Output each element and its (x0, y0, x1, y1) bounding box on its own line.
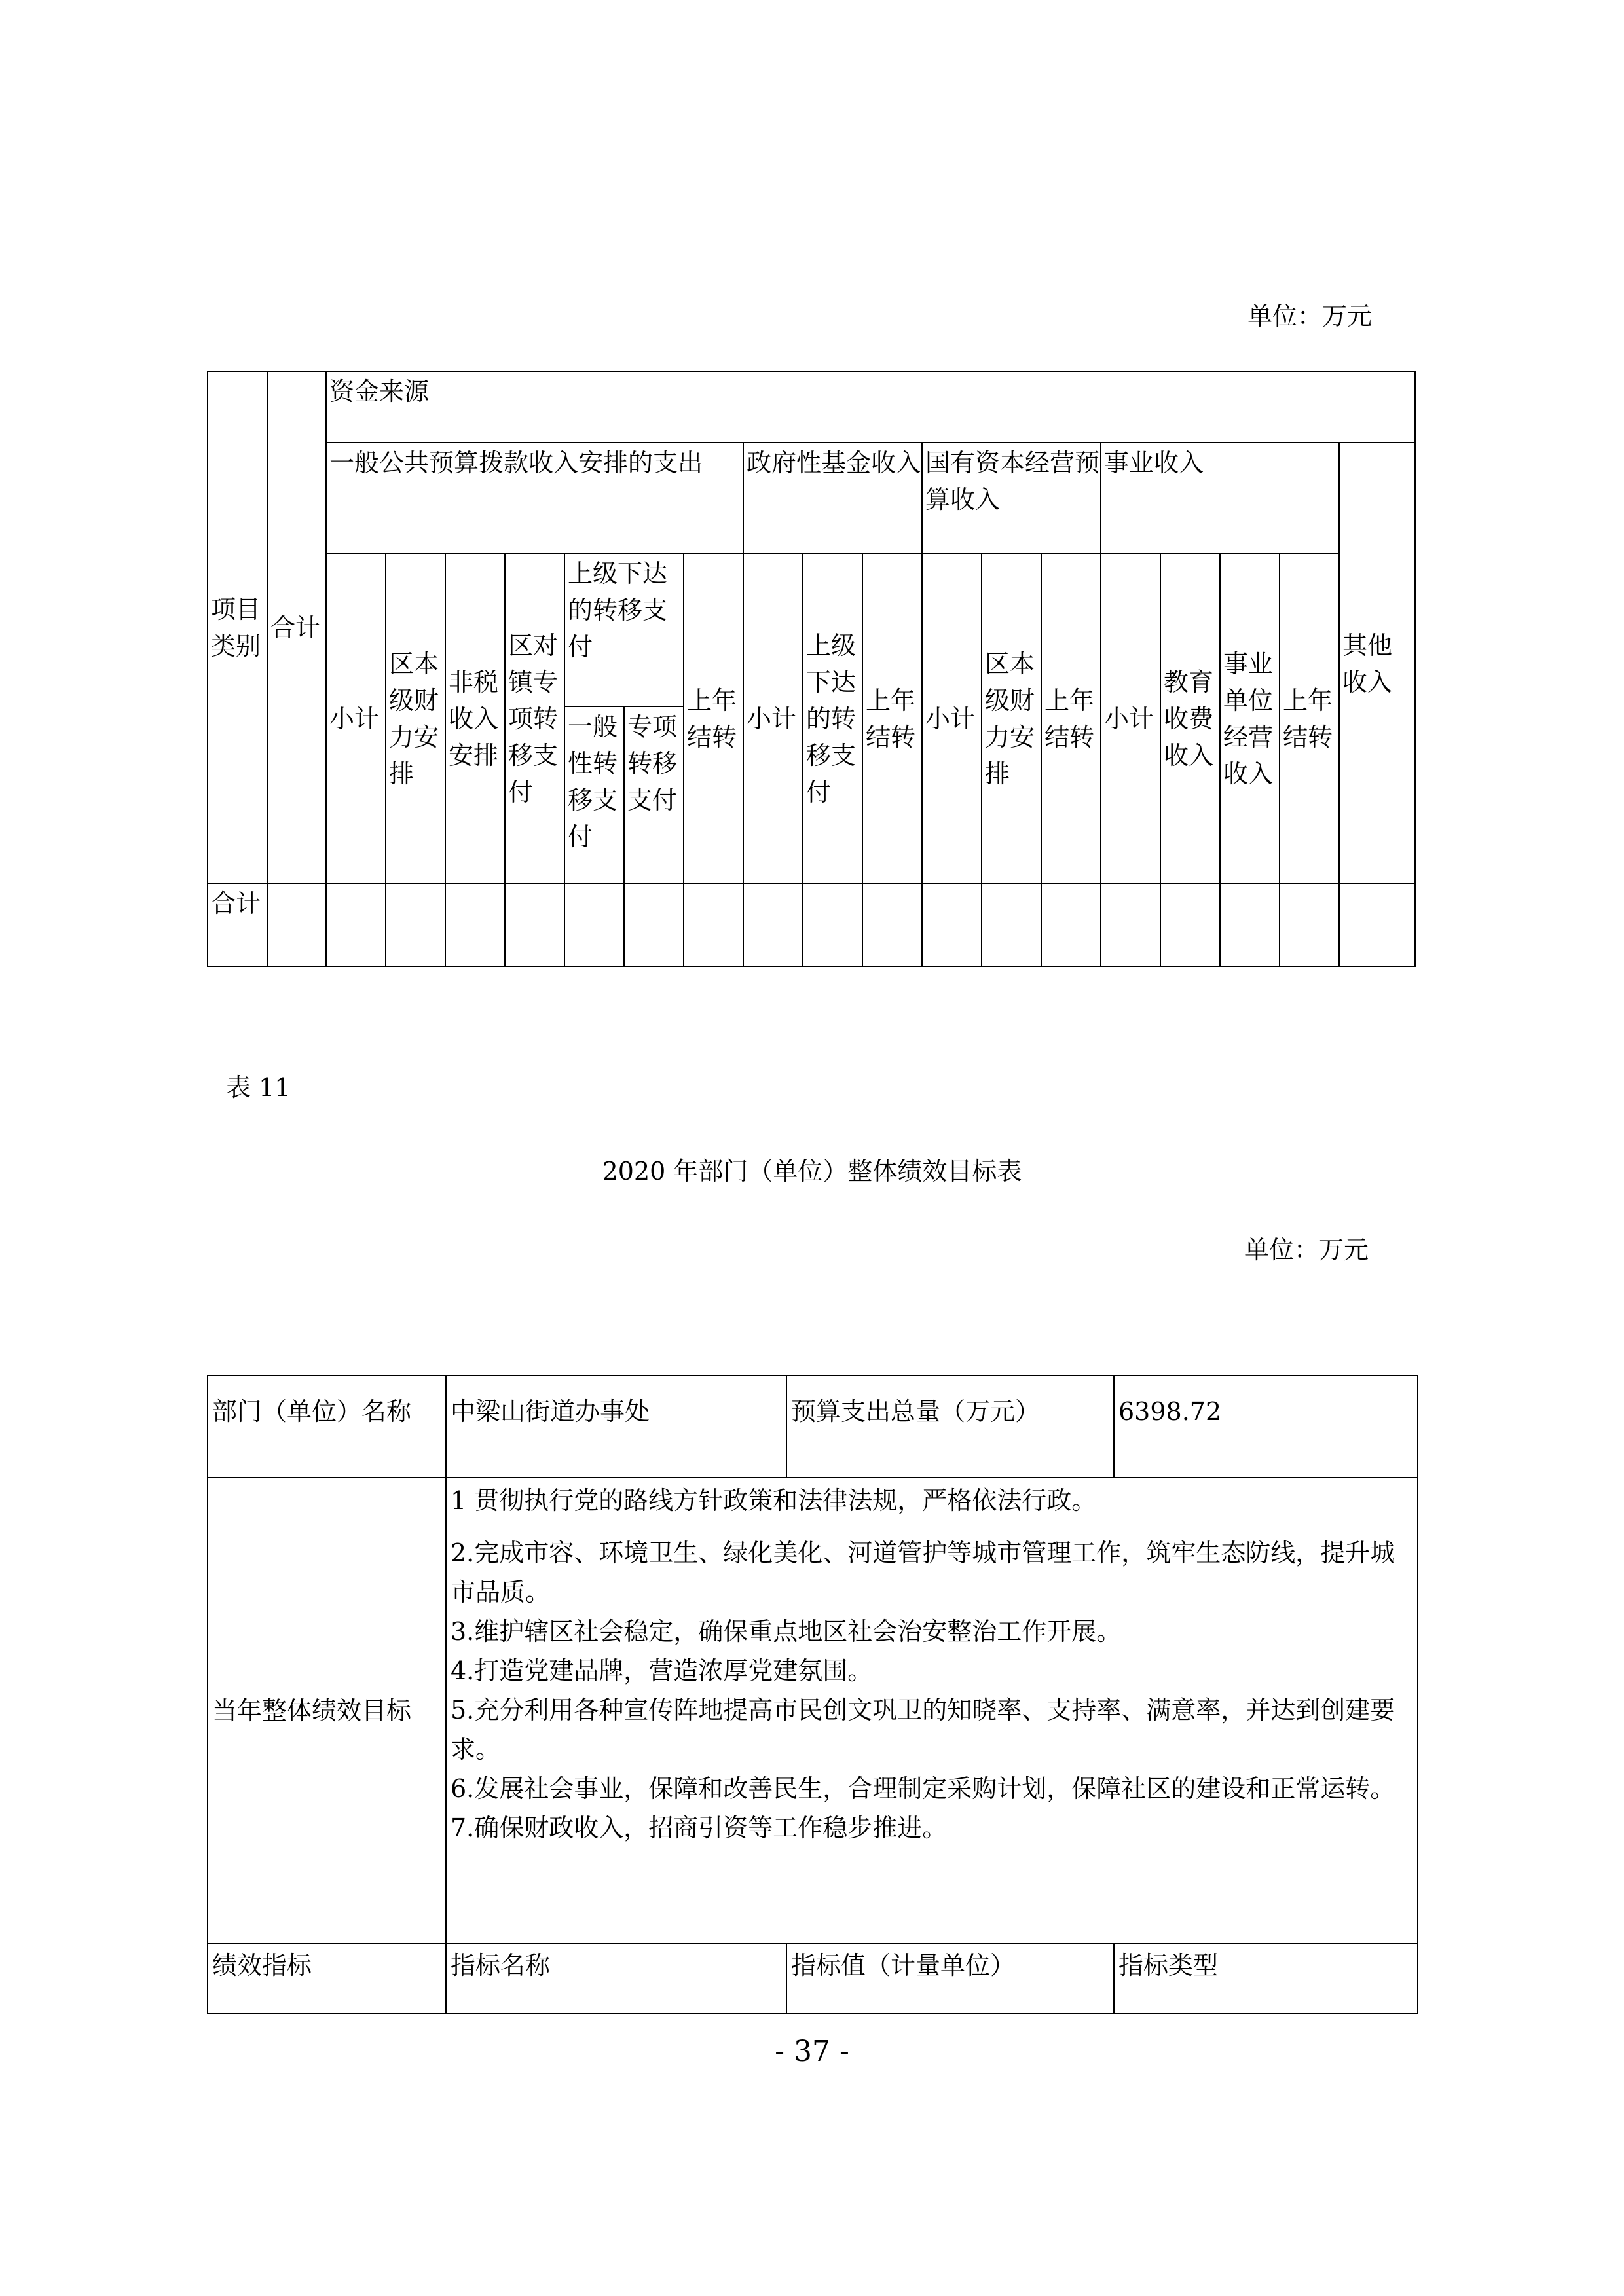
cell-empty (684, 883, 743, 966)
state-district: 区本级财力安排 (982, 553, 1041, 883)
cell-empty (922, 883, 982, 966)
cell-empty (326, 883, 386, 966)
cell-empty (743, 883, 803, 966)
indicator-type-header: 指标类型 (1114, 1944, 1418, 2013)
career-business: 事业单位经营收入 (1220, 553, 1280, 883)
cell-empty (1339, 883, 1415, 966)
header-total: 合计 (267, 371, 326, 883)
table-number: 表 11 (226, 1073, 291, 1102)
career-subtotal: 小计 (1101, 553, 1160, 883)
state-subtotal: 小计 (922, 553, 982, 883)
fund-carryover: 上年结转 (862, 553, 922, 883)
page-number: - 37 - (775, 2035, 849, 2068)
career-carryover: 上年结转 (1280, 553, 1339, 883)
budget-total-value: 6398.72 (1114, 1376, 1418, 1478)
goal-item: 7.确保财政收入，招商引资等工作稳步推进。 (451, 1813, 948, 1842)
goal-item: 6.发展社会事业，保障和改善民生，合理制定采购计划，保障社区的建设和正常运转。 (451, 1774, 1395, 1803)
cell-empty (982, 883, 1041, 966)
career-edu-fee: 教育收费收入 (1160, 553, 1220, 883)
annual-goal-label: 当年整体绩效目标 (208, 1478, 446, 1944)
unit-label: 单位：万元 (1244, 1235, 1369, 1264)
cell-empty (862, 883, 922, 966)
cell-empty (386, 883, 445, 966)
goal-item: 5.充分利用各种宣传阵地提高市民创文巩卫的知晓率、支持率、满意率，并达到创建要求。 (451, 1696, 1395, 1764)
annual-goal-list (446, 1478, 1418, 1944)
fund-upper-transfer: 上级下达的转移支付 (803, 553, 862, 883)
cell-empty (267, 883, 326, 966)
goal-item: 3.维护辖区社会稳定，确保重点地区社会治安整治工作开展。 (451, 1617, 1122, 1646)
indicator-name-header: 指标名称 (446, 1944, 786, 2013)
cell-empty (1101, 883, 1160, 966)
cell-empty (505, 883, 564, 966)
gen-nontax: 非税收入安排 (445, 553, 505, 883)
gen-carryover: 上年结转 (684, 553, 743, 883)
dept-name-value: 中梁山街道办事处 (446, 1376, 786, 1478)
budget-total-label: 预算支出总量（万元） (786, 1376, 1114, 1478)
header-funding-source: 资金来源 (326, 371, 1415, 443)
gen-general-transfer: 一般性转移支付 (564, 706, 624, 883)
cell-empty (624, 883, 684, 966)
goal-item: 4.打造党建品牌，营造浓厚党建氛围。 (451, 1656, 873, 1685)
goal-item: 1 贯彻执行党的路线方针政策和法律法规，严格依法行政。 (451, 1486, 1097, 1515)
state-carryover: 上年结转 (1041, 553, 1101, 883)
unit-label-top: 单位：万元 (1247, 302, 1373, 331)
total-row-label: 合计 (208, 883, 267, 966)
cell-empty (1280, 883, 1339, 966)
group-state-capital: 国有资本经营预算收入 (922, 443, 1101, 553)
group-general-budget: 一般公共预算拨款收入安排的支出 (326, 443, 743, 553)
cell-empty (1041, 883, 1101, 966)
gen-special-transfer: 专项转移支付 (624, 706, 684, 883)
fund-subtotal: 小计 (743, 553, 803, 883)
performance-table (207, 1375, 1418, 2014)
cell-empty (564, 883, 624, 966)
gen-district: 区本级财力安排 (386, 553, 445, 883)
cell-empty (1220, 883, 1280, 966)
funding-source-table (207, 371, 1416, 967)
group-career-income: 事业收入 (1101, 443, 1339, 553)
gen-town-transfer: 区对镇专项转移支付 (505, 553, 564, 883)
header-other-income: 其他收入 (1339, 443, 1415, 883)
dept-name-label: 部门（单位）名称 (208, 1376, 446, 1478)
cell-empty (803, 883, 862, 966)
cell-empty (1160, 883, 1220, 966)
gen-subtotal: 小计 (326, 553, 386, 883)
goal-item: 2.完成市容、环境卫生、绿化美化、河道管护等城市管理工作，筑牢生态防线，提升城市品质。 (451, 1539, 1395, 1607)
cell-empty (445, 883, 505, 966)
indicator-value-header: 指标值（计量单位） (786, 1944, 1114, 2013)
gen-upper-transfer: 上级下达的转移支付 (564, 553, 684, 706)
page-title: 2020 年部门（单位）整体绩效目标表 (602, 1157, 1022, 1186)
header-category: 项目类别 (208, 371, 267, 883)
indicator-label: 绩效指标 (208, 1944, 446, 2013)
group-government-fund: 政府性基金收入 (743, 443, 922, 553)
